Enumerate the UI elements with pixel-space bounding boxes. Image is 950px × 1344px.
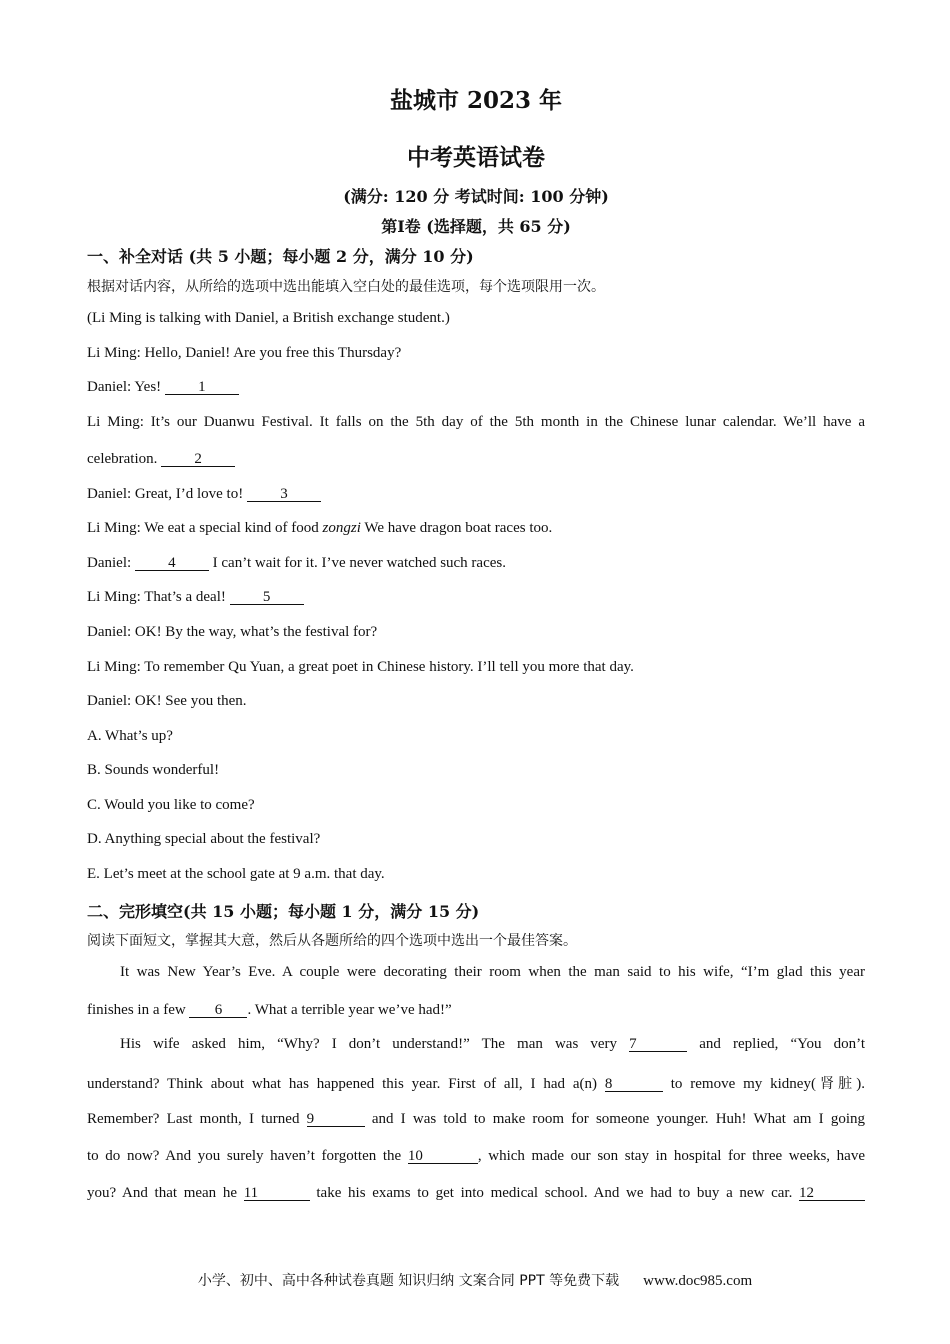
blank-12: 12 [799,1186,865,1201]
option-a: A. What’s up? [87,728,173,744]
option-c: C. Would you like to come? [87,797,255,813]
passage-line [87,1185,865,1202]
passage-line [87,1111,865,1128]
passage-text: ). [856,1076,866,1092]
blank-9: 9 [307,1112,365,1127]
exam-meta: (满分: 120 分 考试时间: 100 分钟) [343,187,609,206]
dialog-line [87,589,304,606]
blank-5: 5 [230,590,304,605]
dialog-intro: (Li Ming is talking with Daniel, a British exchange student.) [87,310,450,326]
blank-4: 4 [135,556,209,571]
dialog-text: Daniel: Great, I’d love to! [87,486,247,502]
passage-line [87,1002,452,1019]
blank-3: 3 [247,487,321,502]
passage-text: and I was told to make room for someone younger. Huh! What am I going [364,1111,865,1127]
section2-instruction: 阅读下面短文，掌握其大意，然后从各题所给的四个选项中选出一个最佳答案。 [87,933,577,949]
section1-instruction: 根据对话内容，从所给的选项中选出能填入空白处的最佳选项，每个选项限用一次。 [87,279,605,295]
passage-text: understand? Think about what has happened this year. First of all, I had a(n) [87,1076,605,1092]
dialog-text: Daniel: [87,555,135,571]
dialog-line [87,520,552,537]
blank-11: 11 [244,1186,310,1201]
passage-line [87,1036,865,1053]
dialog-text: We have dragon boat races too. [360,520,553,536]
dialog-line: Li Ming: Hello, Daniel! Are you free this Thursday? [87,345,402,361]
blank-1: 1 [165,380,239,395]
dialog-text: Li Ming: That’s a deal! [87,589,230,605]
passage-text: to do now? And you surely haven’t forgotten the [87,1148,408,1164]
page-subtitle: 中考英语试卷 [407,144,545,171]
dialog-line [87,379,239,396]
page-title: 盐城市 2023 年 [389,87,563,114]
passage-text: finishes in a few [87,1002,190,1018]
dialog-italic: zongzi [322,520,361,536]
dialog-line [87,451,235,468]
passage-text: and replied, “You don’t [687,1036,865,1052]
passage-cn-note: 肾脏 [815,1076,857,1092]
dialog-line [87,555,506,572]
passage-line [87,1073,865,1093]
footer-text: 小学、初中、高中各种试卷真题 知识归纳 文案合同 PPT 等免费下载 [197,1273,620,1289]
blank-7: 7 [629,1037,687,1052]
dialog-line: Li Ming: To remember Qu Yuan, a great poet in Chinese history. I’ll tell you more that day. [87,659,634,675]
dialog-text: I can’t wait for it. I’ve never watched such races. [208,555,506,571]
dialog-line: Daniel: OK! See you then. [87,693,247,709]
passage-text: take his exams to get into medical school. And we had to buy a new car. [309,1185,799,1201]
passage-text: Remember? Last month, I turned [87,1111,307,1127]
passage-line [87,1148,865,1165]
passage-text: to remove my kidney( [662,1076,816,1092]
dialog-text: Li Ming: We eat a special kind of food [87,520,323,536]
dialog-line [87,486,321,503]
section1-heading: 一、补全对话 (共 5 小题；每小题 2 分，满分 10 分) [87,247,474,266]
passage-text: His wife asked him, “Why? I don’t understand!” The man was very [120,1036,630,1052]
dialog-text: Daniel: Yes! [87,379,165,395]
dialog-line: Li Ming: It’s our Duanwu Festival. It falls on the 5th day of the 5th month in the Chinese lunar calendar. We’ll have a [87,414,865,430]
volume-heading: 第Ⅰ卷 (选择题，共 65 分) [381,217,571,236]
blank-6: 6 [189,1003,247,1018]
passage-text: . What a terrible year we’ve had!” [247,1002,452,1018]
dialog-text: celebration. [87,451,162,467]
option-d: D. Anything special about the festival? [87,831,321,847]
section2-heading: 二、完形填空(共 15 小题；每小题 1 分，满分 15 分) [87,902,480,921]
blank-10: 10 [408,1149,478,1164]
dialog-line: Daniel: OK! By the way, what’s the festival for? [87,624,378,640]
passage-text: you? And that mean he [87,1185,244,1201]
passage-text: , which made our son stay in hospital for three weeks, have [477,1148,865,1164]
page-footer [0,1270,950,1290]
footer-url[interactable]: www.doc985.com [643,1273,753,1289]
blank-2: 2 [161,452,235,467]
passage-line: It was New Year’s Eve. A couple were decorating their room when the man said to his wife, “I’m glad this year [120,964,865,980]
option-e: E. Let’s meet at the school gate at 9 a.m. that day. [87,866,385,882]
blank-8: 8 [605,1077,663,1092]
option-b: B. Sounds wonderful! [87,762,220,778]
